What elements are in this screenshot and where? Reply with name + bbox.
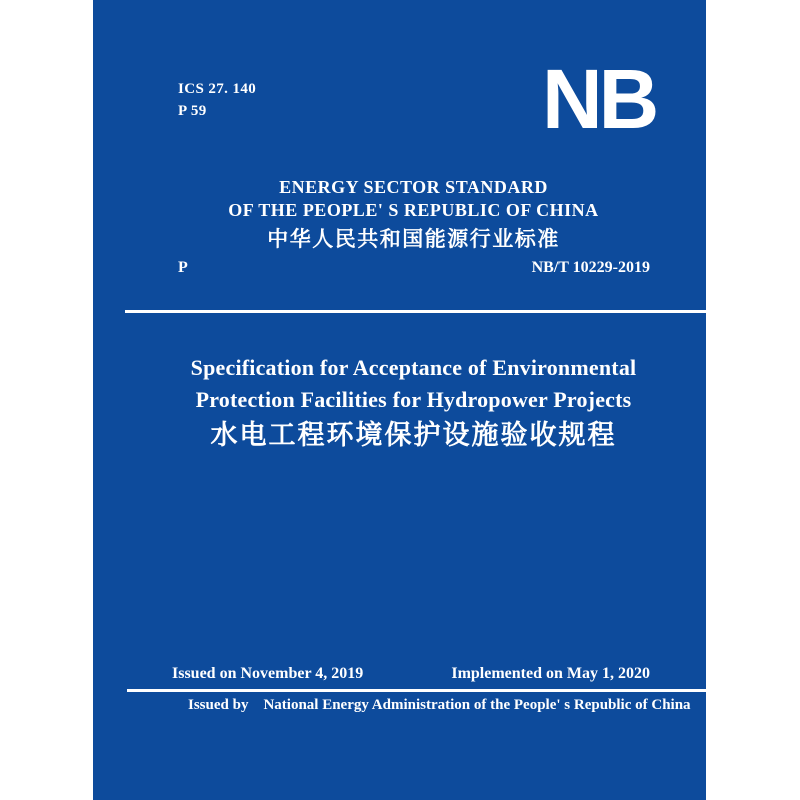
header-line-2-english: OF THE PEOPLE' S REPUBLIC OF CHINA <box>228 200 599 220</box>
issued-date: Issued on November 4, 2019 <box>172 665 364 682</box>
issued-by-label: Issued by <box>188 697 249 713</box>
horizontal-rule-top <box>125 310 706 313</box>
header-line-1-english: ENERGY SECTOR STANDARD <box>279 177 548 197</box>
dates-row <box>93 664 706 684</box>
nb-logo: NB <box>542 52 656 146</box>
ics-block <box>178 78 256 122</box>
title-english-line-1: Specification for Acceptance of Environmental <box>190 355 637 380</box>
classification-code: P 59 <box>178 103 207 119</box>
title-block <box>107 352 720 452</box>
horizontal-rule-bottom <box>127 689 706 692</box>
standard-cover <box>93 0 706 800</box>
title-chinese: 水电工程环境保护设施验收规程 <box>210 420 617 450</box>
standard-header <box>107 176 720 252</box>
header-line-chinese: 中华人民共和国能源行业标准 <box>267 228 560 251</box>
ics-code: ICS 27. 140 <box>178 81 257 97</box>
title-english-line-2: Protection Facilities for Hydropower Projects <box>195 387 632 412</box>
issued-by-value: National Energy Administration of the People' s Republic of China <box>263 697 691 713</box>
implemented-date: Implemented on May 1, 2020 <box>451 665 650 682</box>
standard-number: NB/T 10229-2019 <box>531 259 650 276</box>
issued-by-row <box>188 696 691 714</box>
classification-letter: P <box>178 259 188 276</box>
designation-row <box>93 258 706 278</box>
